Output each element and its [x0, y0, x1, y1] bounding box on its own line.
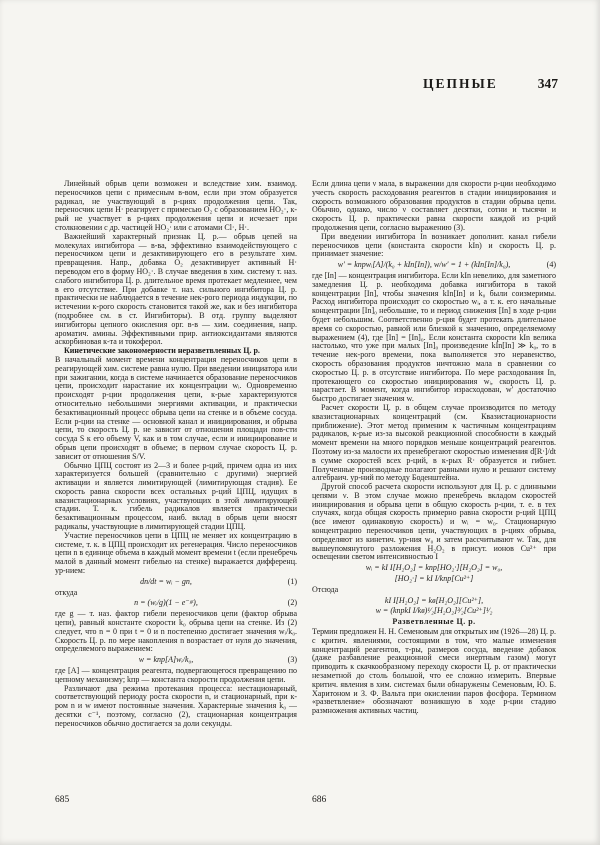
paragraph: Линейный обрыв цепи возможен и вследствие хим. взаимод. переносчиков цепи с примесным в-вом, если при этом образуется радикал, не участвующий в р-циях продолжения цепи. Так, переносчик цепи Н· реагирует с примесью О₂ с образованием НО₂·, к-рый не участвует в р-циях продолжения цепи и исчезает при столкновении с др. частицей НО₂· или с атомами Cl·, Н·.: [55, 180, 297, 232]
formula-block-4: w = (kпрkI I/kв)¹⁄₂[Н₂О₂]³⁄₂[Cu²⁺]¹⁄₂: [375, 606, 493, 616]
connector-text: Отсюда: [312, 584, 339, 594]
equation-2: [55, 599, 297, 608]
column-folio-right: 686: [312, 795, 327, 805]
equation-3: [55, 656, 297, 665]
paragraph: Участие переносчиков цепи в ЦПЦ не меняет их концентрацию в системе, т. к. в ЦПЦ происходит их регенерация. Число переносчиков цепи n в единице объема в каждый момент времени t (если пренебречь малой в данный момент гибелью на стенке) выражается дифференц. ур-нием:: [55, 530, 297, 576]
paragraph: где [A] — концентрация реагента, подвергающегося превращению по цепному механизму; kпр — константа скорости продолжения цепи.: [55, 666, 297, 684]
paragraph: В начальный момент времени концентрация переносчиков цепи в реагирующей хим. системе равна нулю. При введении инициатора или при зажигании, когда в системе начинается образование переносчиков цепи, происходит нарастание их концентрации wᵢ. Одновременно происходят р-ции продолжения цепи, к-рые характеризуются относительно небольшими энергиями активации, и практически безактивационный процесс обрыва цепи на стенке и в объеме сосуда. Если р-ции на стенке — основной канал и инициирования, и обрыва цепи, то скорость Ц. р. не зависит от отношения площади пов-сти сосуда S к его объему V, как и в том случае, если и инициирование и обрыв цепи происходят в объеме; в первом случае скорость Ц. р. зависит от отношения S/V.: [55, 354, 297, 461]
equation-1-body: dn/dt = wᵢ − gn,: [140, 576, 192, 586]
section-heading: Кинетические закономерности неразветвленных Ц. р.: [64, 346, 260, 356]
equation-3-number: (3): [287, 655, 297, 665]
left-column: [55, 180, 297, 796]
running-head: [423, 76, 558, 92]
paragraph: Различают два режима протекания процесса: нестационарный, соответствующий периоду роста скорости n, и стационарный, при к-ром n и w имеют постоянные значения. Характерные значения k₀ — десятки с⁻¹, поэтому, согласно (2), стационарная концентрация переносчиков обычно достигается за доли секунды.: [55, 683, 297, 728]
paragraph: Важнейший характерный признак Ц. р.— обрыв цепей на молекулах ингибитора — в-ва, эффективно взаимодействующего с переносчиком цепи и дезактивирующего его в результате хим. превращения. Напр., добавка О₂ дезактивирует активный Н· переводом его в форму НО₂·. В случае введения в хим. систему т. наз. слабого ингибитора Ц. р. длительное время протекает медленнее, чем в его отсутствие. При добавке т. наз. сильного ингибитора Ц. р. практически не наблюдается в течение нек-рого периода индукции, по истечении к-рого скорость становится такой же, как и без ингибитора (подробнее см. в ст. Ингибиторы). В отд. группу выделяют ингибиторы цепного окисления орг. в-в — хим. соединения, напр. ароматич. амины. Эффективными прир. антиоксидантами являются аскорбиновая к-та и токоферол.: [55, 231, 297, 347]
equation-4-number: (4): [546, 260, 556, 270]
equation-2-number: (2): [287, 598, 297, 608]
equation-3-body: w = kпр[A]wᵢ/k₀,: [138, 655, 194, 665]
page-number: 347: [537, 76, 558, 91]
paragraph: где [In] — концентрация ингибитора. Если kIn невелико, для заметного замедления Ц. р. необходима добавка ингибитора в такой концентрации [In], чтобы значения kIn[In] и k₀ были соизмеримы. Расход ингибитора происходит со скоростью wᵢ, а т. к. его начальные концентрации [In]₀ небольшие, то и период снижения [In] в ходе р-ции будет небольшим. Соответственно р-ция будет протекать длительное время со скоростью, равной или близкой к значению, определяемому выражением (4), где [In] = [In]₀. Если константа скорости kIn велика настолько, что уже при малых [In]₀ произведение kIn[In] ≫ k₀, то в течение нек-рого времени, пока выполняется это неравенство, скорость образования продуктов ничтожно мала в сравнении со скоростью Ц. р. в отсутствие ингибитора. По мере расходования In, протекающего со скоростью инициирования wᵢ, скорость Ц. р. нарастает. В момент, когда ингибитор израсходован, w′ достаточно быстро достигает значения w.: [312, 270, 556, 404]
equation-2-body: n = (wᵢ/g)(1 − e⁻ᵍᵗ),: [134, 598, 198, 608]
formula-block-2: [НО₂·] = kI I/kпр[Cu²⁺]: [394, 574, 474, 584]
paragraph: где g — т. наз. фактор гибели переносчиков цепи (фактор обрыва цепи), равный константе скорости k₀ обрыва цепи на стенке. Из (2) следует, что n = 0 при t = 0 и n постепенно достигает значения wᵢ/k₀. Скорость Ц. р. по мере накопления n возрастает от нуля до значения, определяемого выражением:: [55, 609, 297, 654]
column-folio-left: 685: [55, 795, 70, 805]
running-head-title: ЦЕПНЫЕ: [422, 76, 498, 91]
paragraph: Расчет скорости Ц. р. в общем случае производится по методу квазистационарных концентраций (см. Квазистационарности приближение). Этот метод применим к частичным концентрациям радикалов, к-рые из-за высокой реакционной способности в каждый момент времени на много порядков меньше концентраций реагентов. Поэтому из-за малости их пренебрегают скоростью изменения d[R·]/dt в сумме скоростей всех р-ций, в к-рых R· образуется и гибнет. Полученные производные полагают равными нулю и решают систему алгебраич. ур-ний по методу Боденштейна.: [312, 402, 556, 483]
equation-1: [55, 578, 297, 587]
equation-1-number: (1): [287, 576, 297, 586]
paragraph: Обычно ЦПЦ состоят из 2—3 и более р-ций, причем одна из них характеризуется большей (сравнительно с другими) энергией активации и является лимитирующей (лимитирующая стадия). Ее скорость равна скорости всех остальных р-ций ЦПЦ, идущих в квазистационарных условиях, участвующих в этой лимитирующей стадии. Т. к. гибель радикалов является практически безактивационным процессом, наиб. вклад в обрыв цепи вносят радикалы, участвующие в лимитирующей стадии ЦПЦ.: [55, 460, 297, 532]
equation-4: [312, 261, 556, 270]
equation-4-body: w′ = kпрwᵢ[A]/(k₀ + kIn[In]), w/w′ = 1 + (kIn[In]/k₀),: [337, 260, 511, 270]
paragraph: Если длина цепи ν мала, в выражении для скорости р-ции необходимо учесть скорость расходования реагентов в стадии инициирования и скорость возможного образования продуктов в стадии обрыва цепи. Обычно, однако, число ν составляет десятки, сотни и тысячи и скорость Ц. р. практически равна скорости каждой из р-ций продолжения цепи, согласно выражению (3).: [312, 180, 556, 232]
formula-block-3: kI I[Н₂О₂] = kв[Н₂О₂][Cu²⁺],: [384, 595, 484, 605]
formula-block-1: wᵢ = kI I[Н₂О₂] = kпр[НО₂·][Н₂О₂] = w₀,: [365, 563, 503, 573]
section-heading: Разветвленные Ц. р.: [392, 617, 476, 627]
paragraph: Термин предложен Н. Н. Семеновым для открытых им (1926—28) Ц. р. с критич. явлениями, состоящими в том, что малые изменения концентраций реагентов, т-ры, размеров сосуда, введение добавок (даже разбавление реакционной смеси инертным газом) могут приводить к скачкообразному переходу скорости Ц. р. от практически незаметной до столь большой, что ее сложно измерить. Впервые критич. явления в хим. системах были обнаружены Семеновым, Ю. Б. Харитоном и З. Ф. Вальта при окислении паров фосфора. Термином «разветвление» обозначают возникшую в ходе р-ции стадию размножения активных частиц.: [312, 627, 556, 716]
right-column: [312, 180, 556, 796]
connector-text: откуда: [55, 587, 78, 597]
paragraph: При введении ингибитора In возникает дополнит. канал гибели переносчиков цепи (константа скорости kIn) и скорость Ц. р. принимает значение:: [312, 231, 556, 259]
paragraph: Другой способ расчета скорости используют для Ц. р. с длинными цепями ν. В этом случае можно пренебречь вкладом скоростей инициирования и обрыва цепи в общую скорость р-ции, т. е. в тех случаях, когда общая скорость примерно равна скорости р-ций ЦПЦ (все имеют одинаковую скорость) и wᵢ = w₀. Стационарную концентрацию переносчиков цепи, участвующих в р-циях обрыва, определяют из кинетич. ур-ния w₀ и затем рассчитывают w. Так, для вышеупомянутого разложения Н₂О₂ в присут. ионов Cu²⁺ при освещении светом интенсивностью I: [312, 482, 556, 562]
